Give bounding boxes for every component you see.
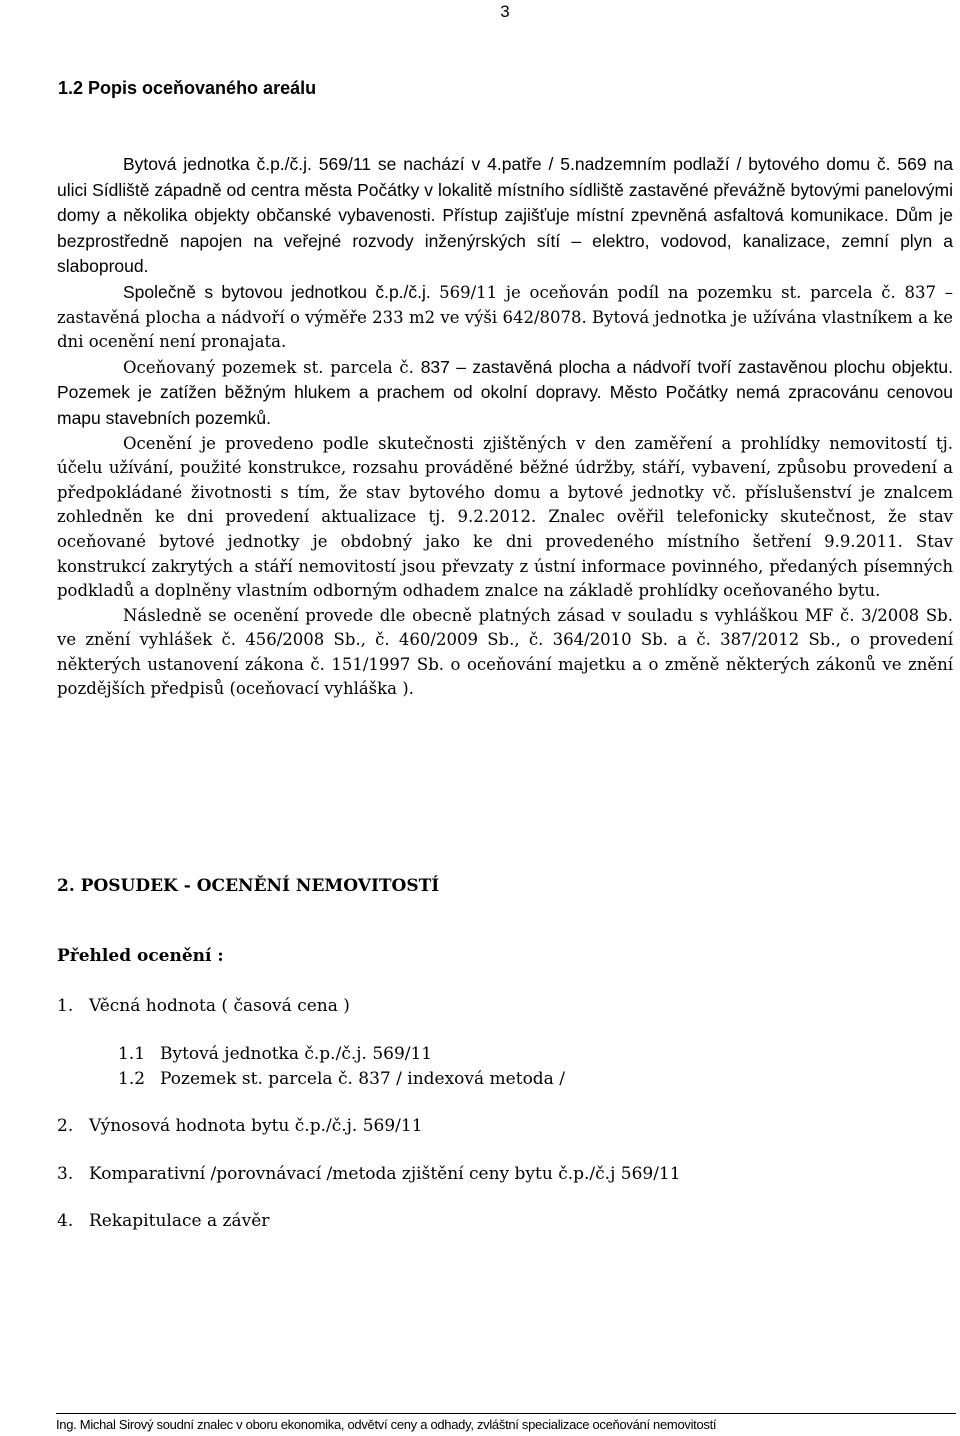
section-heading-posudek: 2. POSUDEK - OCENĚNÍ NEMOVITOSTÍ bbox=[57, 876, 440, 896]
overview-item-text: Rekapitulace a závěr bbox=[89, 1211, 270, 1231]
overview-subitem-number: 1.1 bbox=[118, 1044, 146, 1064]
description-body bbox=[57, 152, 953, 702]
paragraph-location-text: Bytová jednotka č.p./č.j. 569/11 se nachází v 4.patře / 5.nadzemním podlaží / bytového domu č. 569 na ulici Sídliště západně od centra města Počátky v lokalitě místního sídliště zastavěné převážně bytovými panelovými domy a několika objekty občanské vybavenosti. bbox=[57, 154, 953, 226]
overview-item-number: 3. bbox=[57, 1164, 74, 1184]
overview-item-text: Věcná hodnota ( časová cena ) bbox=[89, 996, 350, 1016]
page-number: 3 bbox=[500, 2, 510, 21]
overview-item-text: Komparativní /porovnávací /metoda zjištění ceny bytu č.p./č.j 569/11 bbox=[89, 1164, 681, 1184]
overview-item bbox=[57, 996, 350, 1016]
paragraph-legislation: Následně se ocenění provede dle obecně platných zásad v souladu s vyhláškou MF č. 3/2008 Sb. ve znění vyhlášek č. 456/2008 Sb., č. 460/2009 Sb., č. 364/2010 Sb. a č. 387/2012 Sb., o provedení některých ustanovení zákona č. 151/1997 Sb. o oceňování majetku a o změně některých zákonů ve znění pozdějších předpisů (oceňovací vyhláška ). bbox=[57, 605, 953, 699]
section-heading-popis: 1.2 Popis oceňovaného areálu bbox=[58, 78, 317, 98]
overview-subitem-number: 1.2 bbox=[118, 1069, 146, 1089]
paragraph-share-text: 569/11 je oceňován podíl na pozemku st. parcela č. 837 – zastavěná plocha a nádvoří o výměře 233 m2 ve výši 642/8078. Bytová jednotka je užívána vlastníkem a ke dni ocenění není pronajata. bbox=[57, 282, 953, 352]
overview-item-number: 4. bbox=[57, 1211, 74, 1231]
overview-subitem-text: Bytová jednotka č.p./č.j. 569/11 bbox=[160, 1044, 433, 1064]
paragraph-access-text: Přístup zajišťuje místní zpevněná asfaltová komunikace. bbox=[442, 205, 896, 226]
footer-author: Ing. Michal Sirový soudní znalec v oboru ekonomika, odvětví ceny a odhady, zvláštní specializace oceňování nemovitostí bbox=[56, 1417, 717, 1432]
overview-subitem-text: Pozemek st. parcela č. 837 / indexová metoda / bbox=[160, 1069, 565, 1089]
overview-item-number: 1. bbox=[57, 996, 74, 1016]
overview-subitem bbox=[118, 1069, 565, 1089]
paragraph-location bbox=[57, 152, 953, 280]
paragraph-share-lead: Společně s bytovou jednotkou č.p./č.j. bbox=[123, 281, 440, 302]
overview-heading: Přehled ocenění : bbox=[57, 946, 224, 966]
footer-divider bbox=[56, 1413, 956, 1414]
overview-subitem bbox=[118, 1044, 432, 1064]
paragraph-land bbox=[57, 355, 953, 432]
paragraph-share bbox=[57, 280, 953, 355]
overview-item-text: Výnosová hodnota bytu č.p./č.j. 569/11 bbox=[89, 1116, 423, 1136]
paragraph-valuation-basis: Ocenění je provedeno podle skutečnosti zjištěných v den zaměření a prohlídky nemovitostí tj. účelu užívání, použité konstrukce, rozsahu prováděné běžné údržby, stáří, vybavení, způsobu provedení a předpokládané životnosti s tím, že stav bytového domu a bytové jednotky vč. příslušenství je znalcem zohledněn ke dni provedení aktualizace tj. 9.2.2012. Znalec ověřil telefonicky skutečnost, že stav oceňované bytové jednotky je obdobný jako ke dni provedeného místního šetření 9.9.2011. Stav konstrukcí zakrytých a stáří nemovitostí jsou převzaty z ústní informace povinného, předaných písemných podkladů a doplněny vlastním odborným odhadem znalce na základě prohlídky oceňovaného bytu. bbox=[57, 433, 953, 601]
paragraph-land-text: 837 – zastavěná plocha a nádvoří tvoří zastavěnou plochu objektu. Pozemek je zatížen běžným hlukem a prachem od okolní dopravy. Město Počátky nemá zpracovánu cenovou mapu stavebních pozemků. bbox=[57, 356, 953, 428]
overview-item bbox=[57, 1116, 423, 1136]
overview-item-number: 2. bbox=[57, 1116, 74, 1136]
paragraph-utilities-text: Dům je bezprostředně napojen na veřejné rozvody inženýrských sítí – elektro, vodovod, kanalizace, zemní plyn a slaboproud. bbox=[57, 205, 953, 277]
overview-item bbox=[57, 1164, 681, 1184]
paragraph-land-lead: Oceňovaný pozemek st. parcela č. bbox=[123, 357, 421, 377]
overview-item bbox=[57, 1211, 269, 1231]
